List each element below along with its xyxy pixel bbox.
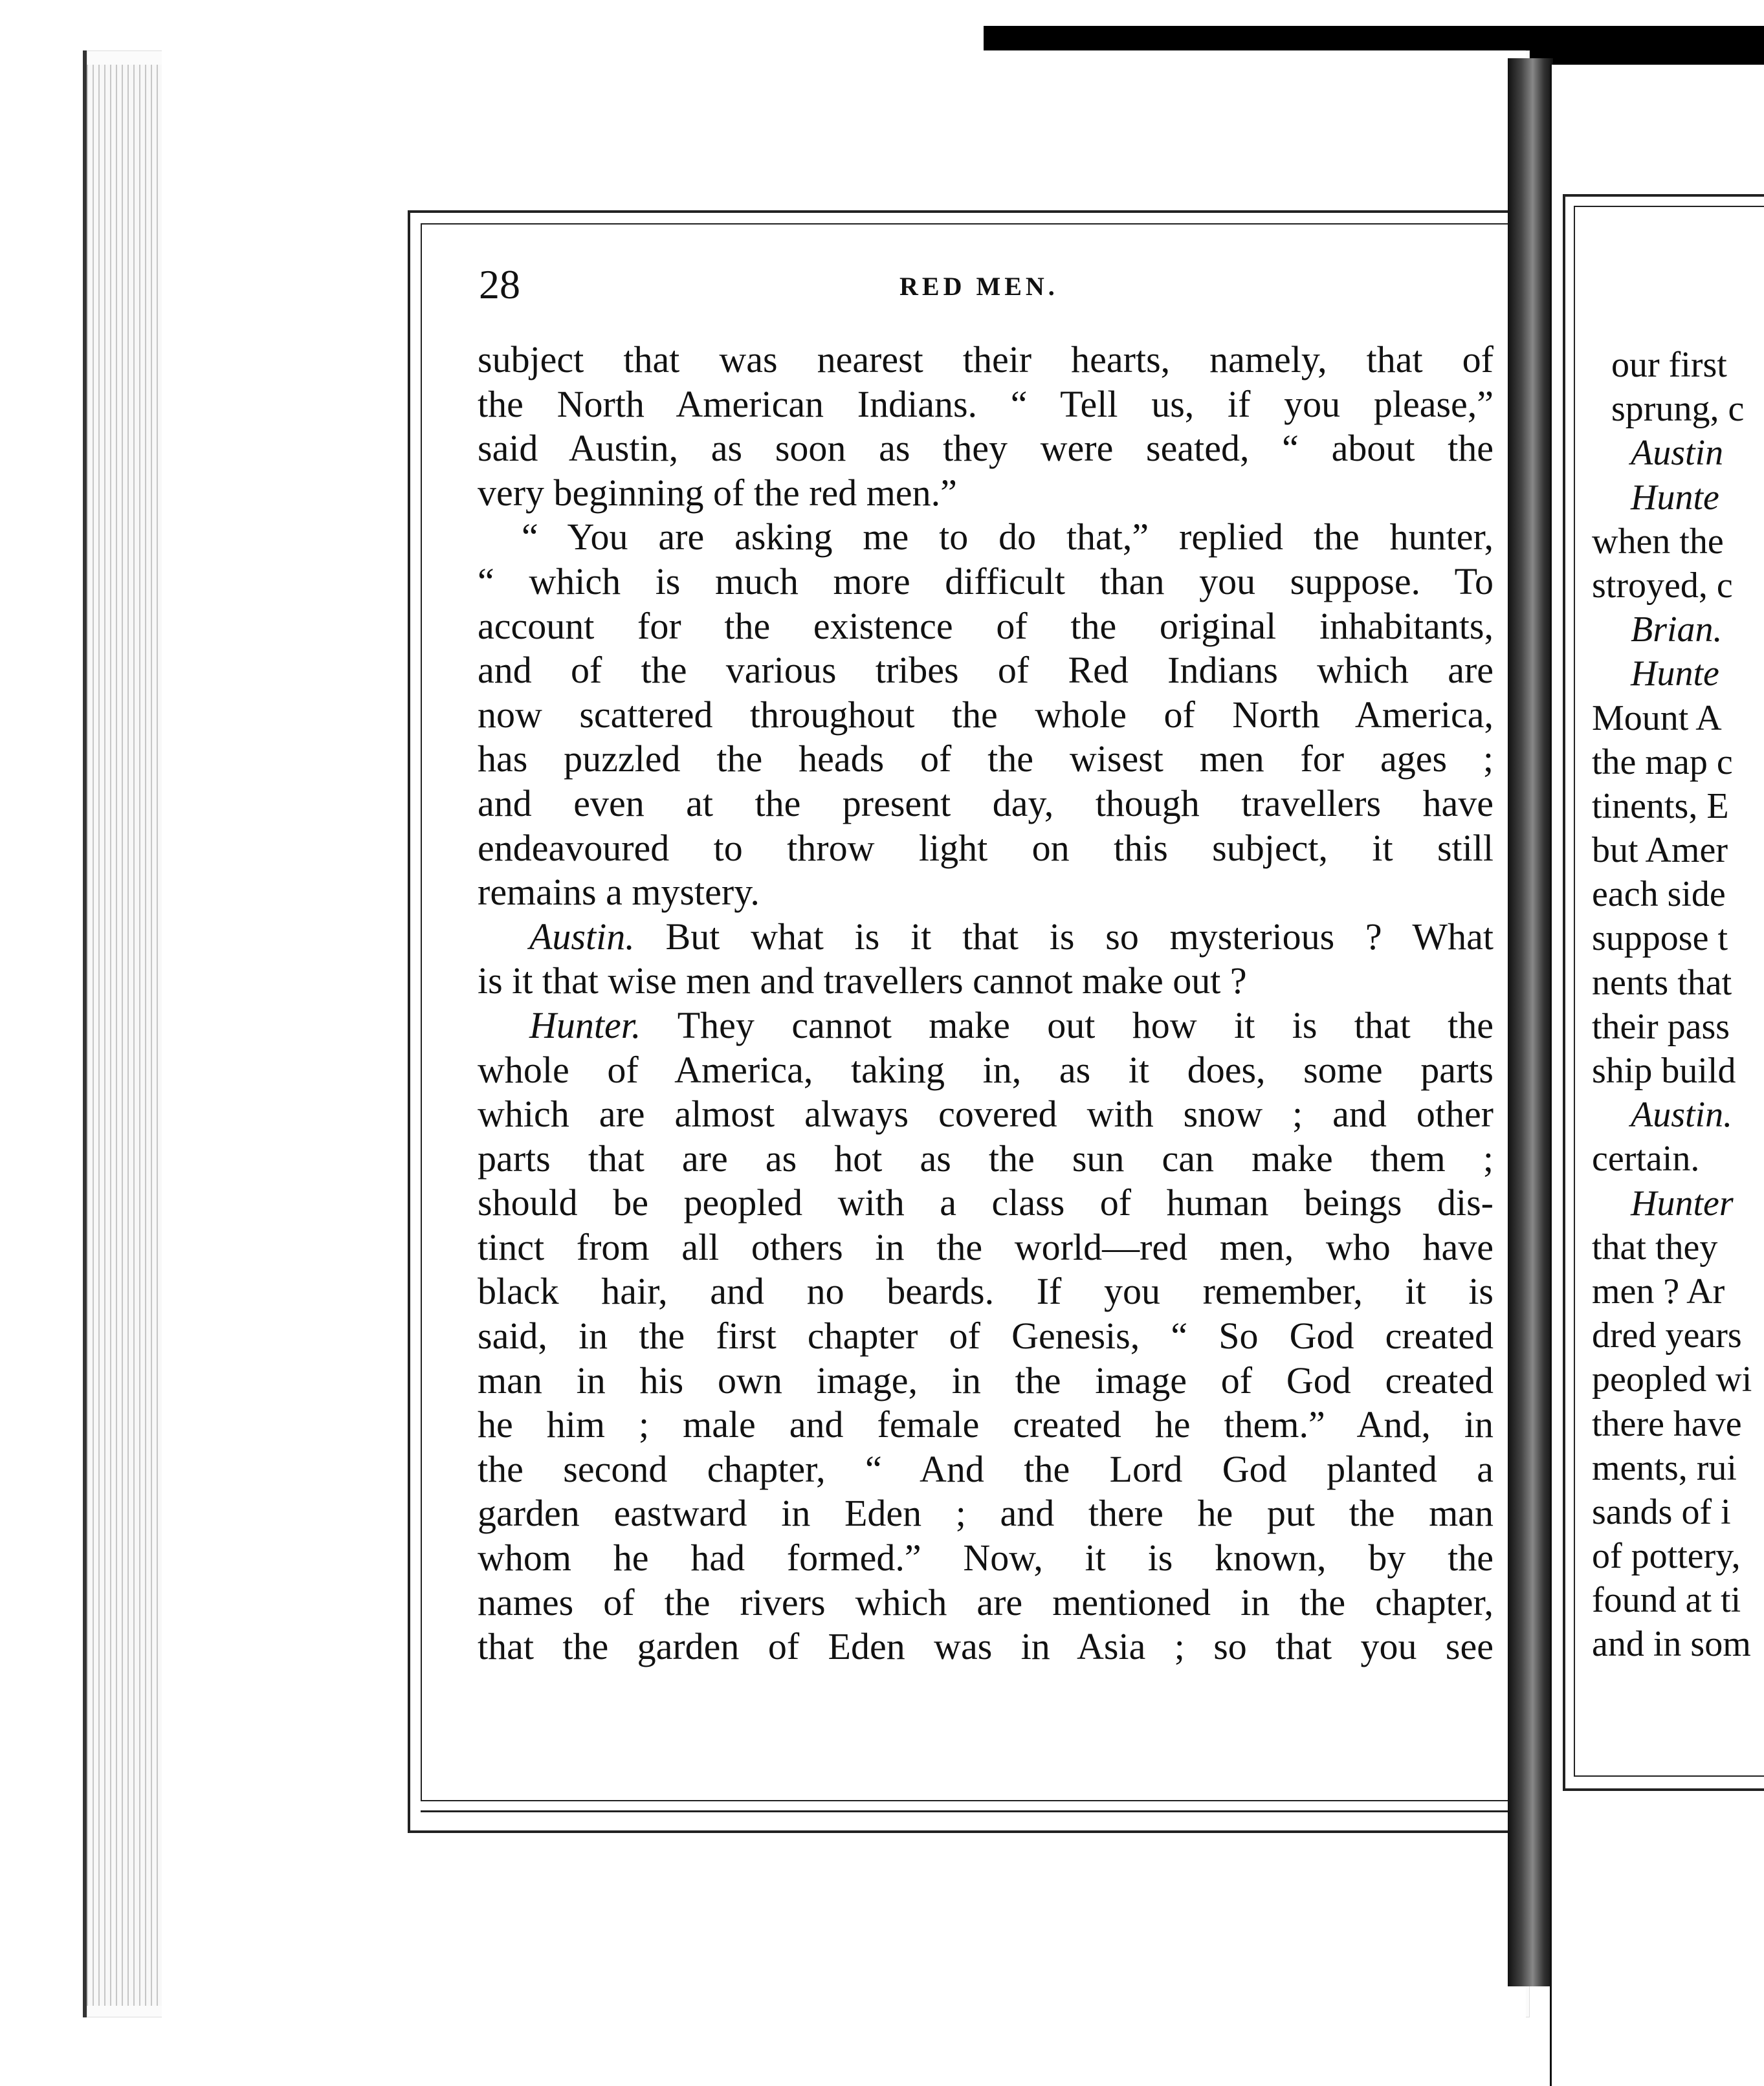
text-line: he him ; male and female created he them.” And, in [478, 1403, 1494, 1446]
page-number: 28 [479, 261, 520, 307]
text-line: the North American Indians. “ Tell us, if you please,” [478, 382, 1494, 425]
facing-line: Hunte [1631, 653, 1719, 694]
text-line: remains a mystery. [478, 871, 760, 914]
text-line: very beginning of the red men.” [478, 471, 957, 514]
book-gutter [1508, 58, 1553, 1986]
facing-line: peopled wi [1592, 1359, 1752, 1400]
speaker-name: Austin. [529, 915, 635, 958]
page-edges [87, 65, 164, 2006]
text-line: “ which is much more difficult than you suppose. To [478, 560, 1494, 602]
facing-line: Austin [1631, 433, 1724, 474]
text-line: garden eastward in Eden ; and there he put the man [478, 1492, 1494, 1535]
text-line: parts that are as hot as the sun can make them ; [478, 1137, 1494, 1180]
text-line: that the garden of Eden was in Asia ; so that you see [478, 1625, 1494, 1668]
facing-line: but Amer [1592, 830, 1728, 871]
speaker-name: Hunter. [529, 1004, 641, 1046]
dialogue-line [478, 1004, 1494, 1048]
facing-line: ship build [1592, 1051, 1736, 1091]
text-line: which are almost always covered with snow ; and other [478, 1093, 1494, 1136]
facing-line: sands of i [1592, 1491, 1731, 1532]
running-title: RED MEN. [899, 272, 1059, 301]
text-line: said, in the first chapter of Genesis, “ So God created [478, 1315, 1494, 1357]
page-header [479, 262, 1501, 307]
facing-line: our first [1611, 345, 1727, 385]
page-frame-rule [421, 1810, 1521, 1812]
dialogue-line [478, 915, 1494, 960]
text-line: is it that wise men and travellers cannot make out ? [478, 960, 1247, 1002]
facing-line: the map c [1592, 741, 1733, 782]
text-line: black hair, and no beards. If you remember, it is [478, 1270, 1494, 1313]
facing-line: stroyed, c [1592, 565, 1733, 606]
text-line: tinct from all others in the world—red men, who have [478, 1225, 1494, 1268]
text-line: whom he had formed.” Now, it is known, by the [478, 1537, 1494, 1579]
facing-line: sprung, c [1611, 389, 1745, 430]
facing-line: tinents, E [1592, 785, 1729, 826]
facing-line: Hunter [1631, 1183, 1734, 1224]
text-line: has puzzled the heads of the wisest men for ages ; [478, 738, 1494, 780]
body-text [478, 338, 1494, 1669]
text-line: said Austin, as soon as they were seated, “ about the [478, 427, 1494, 470]
facing-line: of pottery, [1592, 1536, 1741, 1577]
facing-line: their pass [1592, 1006, 1730, 1047]
text-line: account for the existence of the original inhabitants, [478, 604, 1494, 647]
text-line: and even at the present day, though travellers have [478, 782, 1494, 824]
text-line: man in his own image, in the image of God created [478, 1359, 1494, 1401]
facing-line: there have [1592, 1403, 1742, 1444]
facing-line: when the [1592, 521, 1724, 562]
text-fragment: But what is it that is so mysterious ? What [665, 915, 1494, 958]
text-line: subject that was nearest their hearts, namely, that of [478, 338, 1494, 380]
facing-line: Hunte [1631, 477, 1719, 518]
text-line: names of the rivers which are mentioned in the chapter, [478, 1581, 1494, 1623]
text-line: now scattered throughout the whole of North America, [478, 693, 1494, 736]
facing-line: suppose t [1592, 918, 1728, 959]
text-line: whole of America, taking in, as it does, some parts [478, 1048, 1494, 1091]
text-fragment: They cannot make out how it is that the [677, 1004, 1494, 1046]
facing-line: ments, rui [1592, 1447, 1737, 1488]
facing-line: Austin. [1631, 1095, 1733, 1136]
facing-line: each side [1592, 874, 1726, 915]
facing-line: found at ti [1592, 1580, 1741, 1621]
text-line: and of the various tribes of Red Indians which are [478, 649, 1494, 692]
facing-line: Brian. [1631, 609, 1723, 650]
facing-line: Mount A [1592, 697, 1722, 738]
facing-line: and in som [1592, 1624, 1751, 1665]
facing-page-text [1592, 343, 1764, 1667]
text-line: the second chapter, “ And the Lord God planted a [478, 1447, 1494, 1490]
facing-line: men ? Ar [1592, 1271, 1725, 1312]
text-line: “ You are asking me to do that,” replied the hunter, [522, 516, 1494, 558]
facing-line: that they [1592, 1227, 1718, 1268]
facing-line: nents that [1592, 962, 1732, 1003]
facing-line: dred years [1592, 1315, 1742, 1356]
text-line: endeavoured to throw light on this subject, it still [478, 826, 1494, 869]
text-line: should be peopled with a class of human beings dis- [478, 1181, 1494, 1224]
facing-line: certain. [1592, 1139, 1700, 1180]
